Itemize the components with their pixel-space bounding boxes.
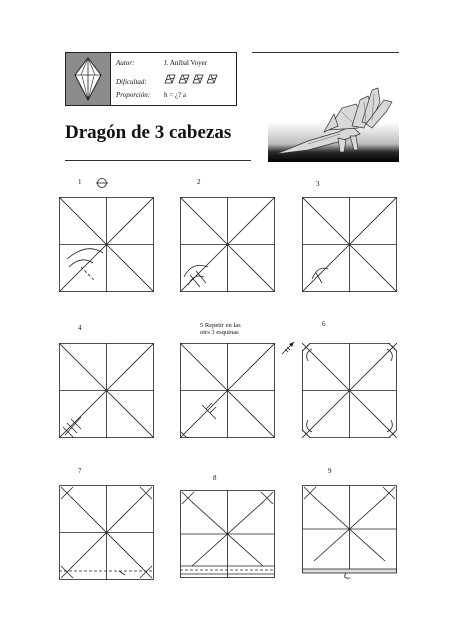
repeat-arrow-icon <box>280 338 298 356</box>
page-title: Dragón de 3 cabezas <box>65 122 232 143</box>
step-number: 7 <box>78 467 82 475</box>
step-number: 9 <box>328 467 332 475</box>
proportion-value: h = ¿? a <box>164 91 187 99</box>
step-6-diagram <box>302 343 397 438</box>
top-rule <box>252 52 399 53</box>
note-line: otrs 3 esquinas <box>200 329 239 336</box>
author-row <box>116 59 207 67</box>
step-number: 6 <box>322 320 326 328</box>
step-number: 8 <box>213 474 217 482</box>
difficulty-row <box>116 74 222 86</box>
difficulty-label: Dificultad: <box>116 78 147 86</box>
step-number: 4 <box>78 324 82 332</box>
step-number: 2 <box>197 178 201 186</box>
step-7-diagram <box>59 485 154 580</box>
kite-diagram-icon <box>193 75 203 83</box>
info-box <box>65 52 237 106</box>
kite-diagram-icon <box>207 75 217 83</box>
author-value: J. Aníbal Voyer <box>164 59 208 67</box>
step-4-diagram <box>59 343 154 438</box>
proportion-row <box>116 91 186 99</box>
kite-diagram-icon <box>165 75 175 83</box>
step-number: 1 <box>78 178 82 186</box>
kite-diagram-icon <box>179 75 189 83</box>
rotate-symbol-icon <box>95 177 109 189</box>
dragon-photo <box>268 86 399 162</box>
title-rule <box>65 160 251 161</box>
author-label: Autor: <box>116 59 135 67</box>
step-1-diagram <box>59 197 154 292</box>
step-8-diagram <box>180 490 275 585</box>
note-line: 5 Repetir en las <box>200 322 241 329</box>
step-5-note <box>200 322 280 336</box>
difficulty-icons <box>164 74 222 86</box>
kite-logo <box>66 53 111 105</box>
step-2-diagram <box>180 197 275 292</box>
step-9-diagram <box>302 485 397 580</box>
proportion-label: Proporción: <box>116 91 151 99</box>
step-5-diagram <box>180 343 275 438</box>
step-3-diagram <box>302 197 397 292</box>
step-number: 3 <box>316 180 320 188</box>
